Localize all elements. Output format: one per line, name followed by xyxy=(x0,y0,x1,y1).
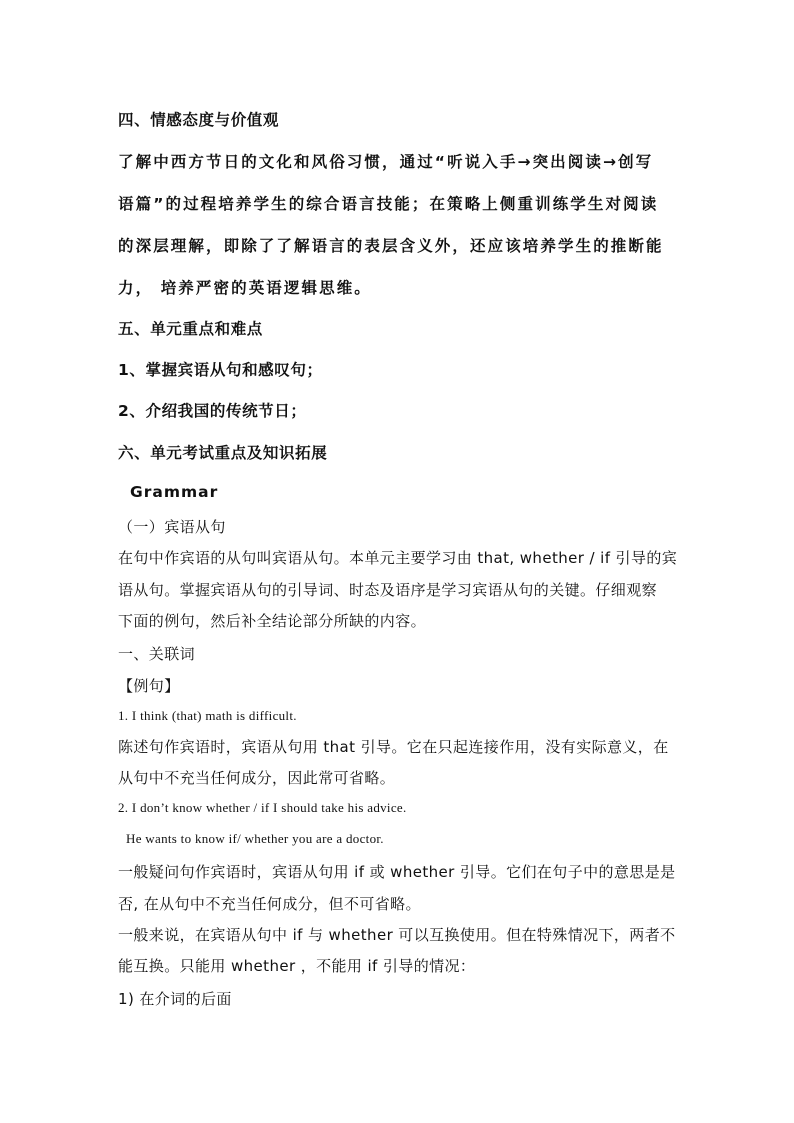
paragraph-line: 的深层理解，即除了了解语言的表层含义外，还应该培养学生的推断能 xyxy=(118,237,664,255)
note-line: 陈述句作宾语时，宾语从句用 that 引导。它在只起连接作用，没有实际意义，在 xyxy=(118,738,669,756)
list-item: 1、掌握宾语从句和感叹句； xyxy=(118,361,323,379)
example-sentence: 1. I think (that) math is difficult. xyxy=(118,708,297,723)
case-item: 1) 在介词的后面 xyxy=(118,990,232,1008)
section-heading-attitudes: 四、情感态度与价值观 xyxy=(118,111,280,129)
part-heading: 一、关联词 xyxy=(118,645,196,663)
list-item: 2、介绍我国的传统节日； xyxy=(118,402,307,420)
note-line: 能互换。只能用 whether ，不能用 if 引导的情况： xyxy=(118,957,476,975)
example-sentence: 2. I don’t know whether / if I should take his advice. xyxy=(118,800,407,815)
paragraph-line: 语篇”的过程培养学生的综合语言技能；在策略上侧重训练学生对阅读 xyxy=(118,195,659,213)
example-label: 【例句】 xyxy=(118,677,180,695)
intro-line: 下面的例句，然后补全结论部分所缺的内容。 xyxy=(118,612,427,630)
note-line: 从句中不充当任何成分，因此常可省略。 xyxy=(118,769,396,787)
intro-line: 语从句。掌握宾语从句的引导词、时态及语序是学习宾语从句的关键。仔细观察 xyxy=(118,581,658,599)
paragraph-line: 了解中西方节日的文化和风俗习惯，通过“听说入手→突出阅读→创写 xyxy=(118,153,654,171)
intro-line: 在句中作宾语的从句叫宾语从句。本单元主要学习由 that, whether / if 引导的宾 xyxy=(118,549,678,567)
section-heading-exam: 六、单元考试重点及知识拓展 xyxy=(118,444,328,462)
note-line: 一般疑问句作宾语时，宾语从句用 if 或 whether 引导。它们在句子中的意思是是 xyxy=(118,863,676,881)
grammar-title: Grammar xyxy=(130,483,219,501)
section-heading-key-points: 五、单元重点和难点 xyxy=(118,320,263,338)
paragraph-line: 力， 培养严密的英语逻辑思维。 xyxy=(118,279,372,297)
grammar-subtitle: （一）宾语从句 xyxy=(118,518,226,536)
note-line: 否, 在从句中不充当任何成分，但不可省略。 xyxy=(118,895,421,913)
note-line: 一般来说，在宾语从句中 if 与 whether 可以互换使用。但在特殊情况下，两者不 xyxy=(118,926,676,944)
example-sentence: He wants to know if/ whether you are a doctor. xyxy=(126,831,384,846)
